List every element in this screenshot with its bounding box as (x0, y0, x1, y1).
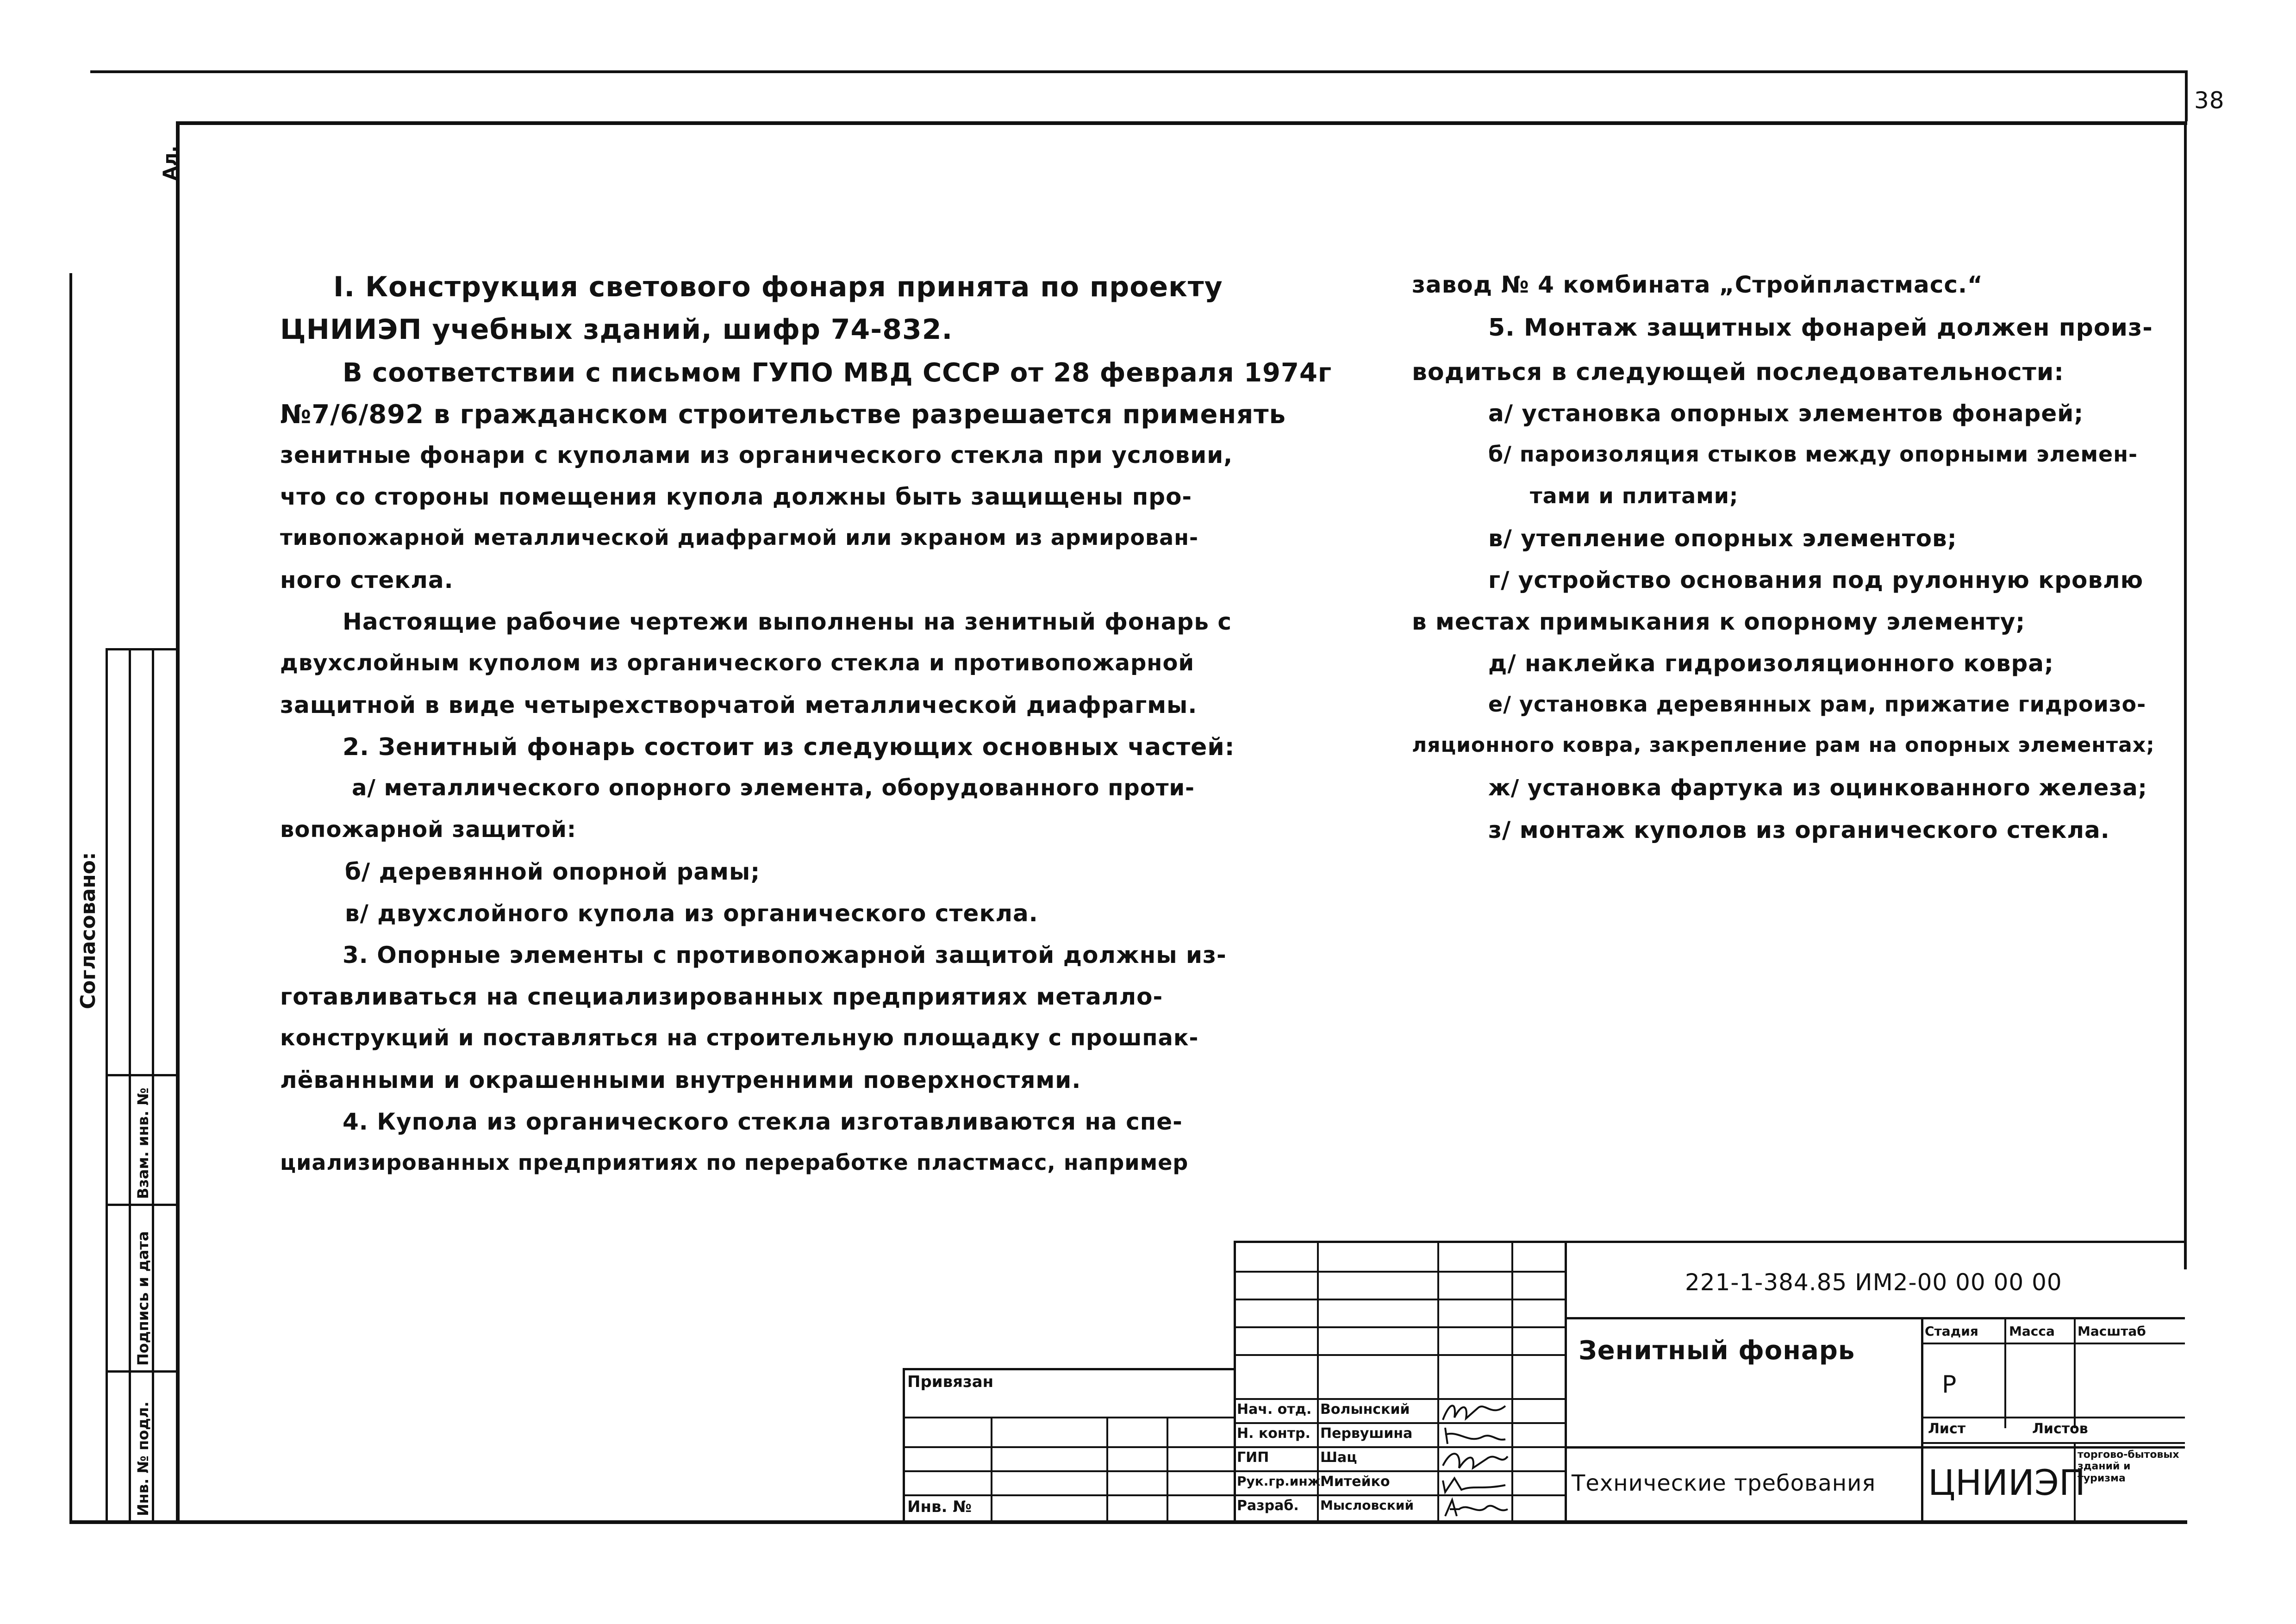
signature (1441, 1447, 1510, 1471)
priv-h4 (903, 1494, 1236, 1496)
frame-left (176, 121, 180, 1524)
text-line: ж/ установка фартука из оцинкованного железа; (1488, 775, 2147, 801)
text-line: циализированных предприятиях по переработке пластмасс, например (280, 1150, 1189, 1175)
sheet-number-divider (2185, 70, 2188, 121)
tb-list-h (1921, 1442, 2185, 1444)
role-label: ГИП (1237, 1449, 1269, 1466)
text-line: в/ утепление опорных элементов; (1488, 525, 1957, 552)
left-col-line-c (152, 648, 154, 1523)
organization-logo: ЦНИИЭП (1928, 1462, 2086, 1503)
text-line: тивопожарной металлической диафрагмой или экраном из армирован- (280, 525, 1199, 550)
tb-stage-v2 (2004, 1317, 2006, 1428)
text-line: б/ пароизоляция стыков между опорными элемен- (1488, 442, 2138, 467)
text-line: №7/6/892 в гражданском строительстве разрешается применять (280, 400, 1286, 430)
text-line: вопожарной защитой: (280, 817, 577, 843)
text-line: конструкций и поставляться на строительную площадку с прошпак- (280, 1025, 1199, 1051)
text-line: в местах примыкания к опорному элементу; (1412, 608, 2026, 635)
inv-podl-label: Инв. № подл. (134, 1401, 152, 1516)
left-col-line-outer (69, 273, 72, 1523)
signature (1441, 1423, 1510, 1447)
document-title: Зенитный фонарь (1578, 1336, 1855, 1366)
priv-v3 (1167, 1417, 1168, 1521)
tb-stage-left (1921, 1317, 1923, 1521)
text-line: лёванными и окрашенными внутренними поверхностями. (280, 1067, 1081, 1093)
tb-h7 (1234, 1446, 1567, 1448)
role-label: Рук.гр.инж. (1237, 1474, 1326, 1489)
tb-h5 (1234, 1398, 1567, 1400)
priv-v2 (1106, 1417, 1108, 1521)
frame-bottom (69, 1520, 2187, 1524)
signature (1441, 1399, 1510, 1423)
role-name: Митейко (1320, 1474, 1390, 1490)
tb-h6 (1234, 1422, 1567, 1424)
text-line: г/ устройство основания под рулонную кровлю (1488, 567, 2144, 593)
sign-date-label: Подпись и дата (134, 1231, 152, 1366)
list-header: Лист (1928, 1421, 1966, 1437)
tb-title-bottom (1565, 1446, 2185, 1449)
priv-left (903, 1368, 905, 1521)
text-line: тами и плитами; (1530, 483, 1739, 508)
text-line: В соответствии с письмом ГУПО МВД СССР от 28 февраля 1974г (343, 358, 1332, 388)
left-col-hline-3 (106, 1204, 177, 1206)
left-col-line-a (106, 648, 108, 1523)
tb-stage-v3 (2074, 1317, 2076, 1428)
document-subtitle: Технические требования (1572, 1470, 1876, 1496)
text-line: ного стекла. (280, 567, 454, 593)
left-col-hline-2 (106, 1074, 177, 1076)
text-line: ЦНИИЭП учебных зданий, шифр 74-832. (280, 313, 953, 346)
priv-h3 (903, 1470, 1236, 1472)
tb-h1 (1234, 1271, 1567, 1273)
tb-v4 (1511, 1241, 1513, 1521)
tb-h3 (1234, 1326, 1567, 1328)
tb-v3 (1437, 1241, 1439, 1521)
text-line: водиться в следующей последовательности: (1412, 358, 2065, 386)
priv-v1 (991, 1417, 992, 1521)
text-line: ляционного ковра, закрепление рам на опорных элементах; (1412, 733, 2155, 757)
document-code: 221-1-384.85 ИМ2-00 00 00 00 (1685, 1269, 2062, 1296)
vzam-inv-label: Взам. инв. № (134, 1087, 152, 1199)
text-line: д/ наклейка гидроизоляционного ковра; (1488, 650, 2054, 677)
text-line: 2. Зенитный фонарь состоит из следующих основных частей: (343, 733, 1235, 761)
text-line: 4. Купола из органического стекла изготавливаются на спе- (343, 1108, 1183, 1135)
tb-top (1234, 1241, 2185, 1243)
text-line: 3. Опорные элементы с противопожарной защитой должны из- (343, 942, 1227, 968)
text-line: е/ установка деревянных рам, прижатие гидроизо- (1488, 692, 2146, 717)
top-outer-line (90, 70, 2185, 73)
role-name: Мысловский (1320, 1498, 1414, 1513)
organization-subtitle: торгово-бытовых зданий и туризма (2078, 1449, 2179, 1484)
priv-top (903, 1368, 1236, 1370)
frame-right (2184, 121, 2187, 1269)
signature (1441, 1495, 1510, 1519)
text-line: а/ металлического опорного элемента, оборудованного проти- (352, 775, 1195, 801)
text-line: в/ двухслойного купола из органического стекла. (345, 900, 1038, 927)
role-name: Шац (1320, 1449, 1357, 1466)
tb-h9 (1234, 1494, 1567, 1496)
tb-h8 (1234, 1470, 1567, 1472)
role-name: Первушина (1320, 1425, 1413, 1442)
stage-header: Стадия (1925, 1324, 1978, 1339)
sheet-number: 38 (2194, 87, 2225, 114)
tb-h2 (1234, 1299, 1567, 1300)
tb-v1 (1234, 1241, 1236, 1521)
text-line: а/ установка опорных элементов фонарей; (1488, 400, 2084, 427)
text-line: I. Конструкция светового фонаря принята по проекту (333, 271, 1223, 303)
privyazan-label: Привязан (907, 1373, 994, 1391)
text-line: что со стороны помещения купола должны быть защищены про- (280, 483, 1192, 510)
frame-top (176, 121, 2187, 125)
text-line: 5. Монтаж защитных фонарей должен произ- (1488, 314, 2153, 342)
role-label: Нач. отд. (1237, 1401, 1312, 1418)
mass-header: Масса (2009, 1324, 2055, 1339)
tb-v5 (1565, 1241, 1567, 1521)
text-line: зенитные фонари с куполами из органического стекла при условии, (280, 442, 1233, 468)
text-line: з/ монтаж куполов из органического стекла. (1488, 817, 2110, 843)
text-line: готавливаться на специализированных предприятиях металло- (280, 983, 1163, 1010)
lists-header: Листов (2032, 1421, 2088, 1437)
corner-mark: Ал. (160, 145, 181, 181)
text-line: б/ деревянной опорной рамы; (345, 858, 761, 885)
role-name: Волынский (1320, 1401, 1410, 1418)
text-line: Настоящие рабочие чертежи выполнены на зенитный фонарь с (343, 608, 1232, 635)
priv-h1 (903, 1417, 1236, 1418)
text-line: двухслойным куполом из органического стекла и противопожарной (280, 650, 1195, 676)
priv-h2 (903, 1446, 1236, 1448)
role-label: Н. контр. (1237, 1425, 1310, 1442)
agreed-label: Согласовано: (76, 852, 100, 1009)
scale-header: Масштаб (2078, 1324, 2146, 1339)
left-col-hline-1 (106, 648, 177, 650)
tb-h4 (1234, 1354, 1567, 1356)
text-line: завод № 4 комбината „Стройпластмасс.“ (1412, 271, 1983, 298)
role-label: Разраб. (1237, 1498, 1299, 1514)
text-line: защитной в виде четырехстворчатой металлической диафрагмы. (280, 692, 1198, 718)
left-col-line-b (129, 648, 131, 1523)
signature (1441, 1471, 1510, 1495)
inv-no-label: Инв. № (907, 1498, 972, 1516)
tb-stage-h1 (1921, 1343, 2185, 1344)
tb-code-bottom (1565, 1317, 2185, 1319)
stage-value: Р (1942, 1371, 1957, 1399)
tb-stage-h2 (1921, 1417, 2185, 1418)
left-col-hline-4 (106, 1370, 177, 1373)
